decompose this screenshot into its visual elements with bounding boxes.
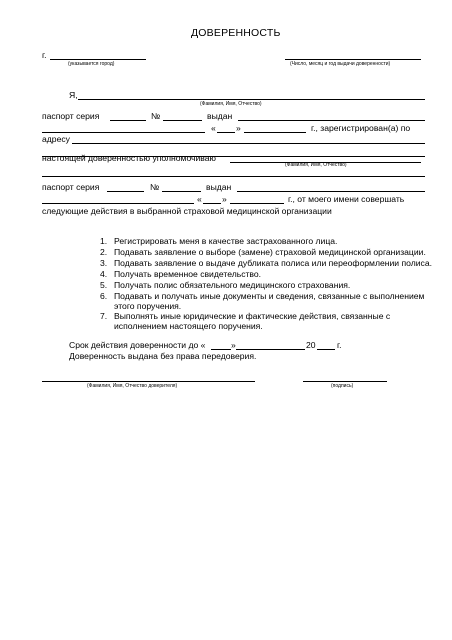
attorney-authorize-label: настоящей доверенностью уполномочиваю <box>42 153 217 163</box>
validity-year-prefix: 20 <box>306 340 316 350</box>
attorney-issued-line-2[interactable] <box>42 203 194 204</box>
signature-line[interactable] <box>303 381 387 382</box>
validity-no-transfer: Доверенность выдана без права передоверия. <box>69 351 257 361</box>
city-prefix: г. <box>42 50 47 60</box>
principal-date-open: « <box>211 123 216 133</box>
validity-mid: » <box>231 340 236 350</box>
validity-day-line[interactable] <box>211 349 231 350</box>
attorney-name-line-2[interactable] <box>42 176 425 177</box>
signatory-name-hint: (Фамилия, Имя, Отчество доверителя) <box>87 383 178 389</box>
signatory-name-line[interactable] <box>42 381 255 382</box>
actions-intro: следующие действия в выбранной страховой медицинской организации <box>42 206 332 216</box>
principal-address-label: адресу <box>42 134 70 144</box>
principal-day-line[interactable] <box>217 132 235 133</box>
principal-address-line[interactable] <box>72 143 425 144</box>
date-hint: (Число, месяц и год выдачи доверенности) <box>290 61 391 67</box>
principal-issued-label: выдан <box>207 111 233 121</box>
attorney-passport-series-label: паспорт серия <box>42 182 100 192</box>
principal-name-hint: (Фамилия, Имя, Отчество) <box>200 101 262 107</box>
principal-date-close: » <box>236 123 241 133</box>
validity-year-line[interactable] <box>317 349 335 350</box>
attorney-date-open: « <box>197 194 202 204</box>
principal-passport-series-label: паспорт серия <box>42 111 100 121</box>
validity-month-line[interactable] <box>236 349 305 350</box>
principal-issued-line[interactable] <box>238 120 425 121</box>
attorney-month-line[interactable] <box>230 203 284 204</box>
principal-issued-line-2[interactable] <box>42 132 205 133</box>
attorney-on-behalf-label: г., от моего имени совершать <box>288 194 405 204</box>
attorney-number-line[interactable] <box>162 191 201 192</box>
city-hint: (указывается город) <box>68 61 115 67</box>
principal-month-line[interactable] <box>244 132 306 133</box>
attorney-issued-label: выдан <box>206 182 232 192</box>
city-field-line[interactable] <box>50 59 146 60</box>
attorney-issued-line[interactable] <box>237 191 425 192</box>
principal-passport-no-label: № <box>151 111 161 121</box>
page-title: ДОВЕРЕННОСТЬ <box>191 27 281 39</box>
attorney-date-close: » <box>222 194 227 204</box>
principal-number-line[interactable] <box>163 120 202 121</box>
principal-registered-label: г., зарегистрирован(а) по <box>311 123 411 133</box>
principal-series-line[interactable] <box>110 120 146 121</box>
attorney-series-line[interactable] <box>107 191 144 192</box>
validity-prefix: Срок действия доверенности до « <box>69 340 206 350</box>
principal-ya: Я, <box>69 90 78 100</box>
principal-name-line[interactable] <box>78 99 425 100</box>
attorney-day-line[interactable] <box>203 203 221 204</box>
date-field-line[interactable] <box>285 59 421 60</box>
signature-hint: (подпись) <box>331 383 354 389</box>
attorney-name-hint: (Фамилия, Имя, Отчество) <box>285 162 347 168</box>
attorney-passport-no-label: № <box>150 182 160 192</box>
validity-suffix: г. <box>337 340 342 350</box>
